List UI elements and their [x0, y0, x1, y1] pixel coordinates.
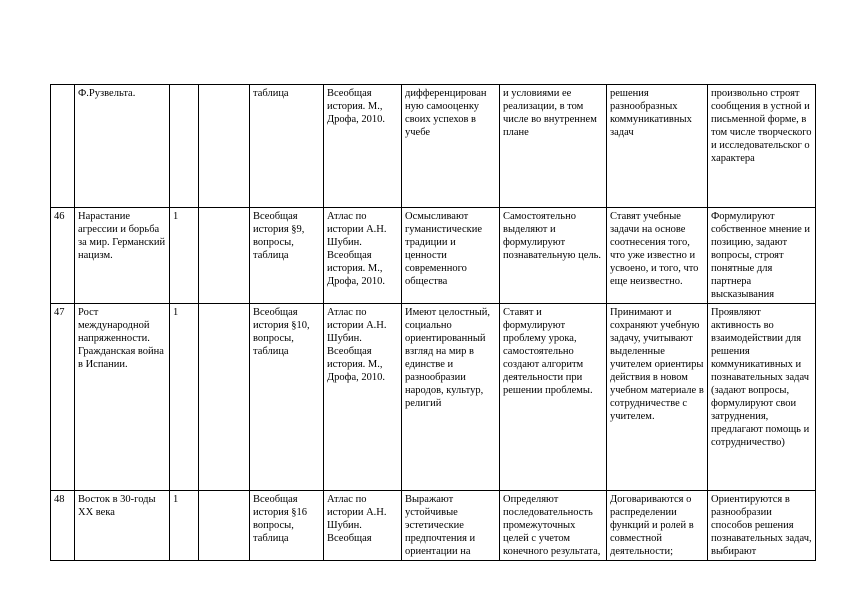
date-cell	[199, 85, 250, 208]
hours-cell	[170, 85, 199, 208]
cognitive-actions-cell: решения разнообразных коммуникативных задач	[607, 85, 708, 208]
cognitive-actions-cell: Принимают и сохраняют учебную задачу, учитывают выделенные учителем ориентиры действия в новом учебном материале в сотрудничестве с учителем.	[607, 304, 708, 491]
hours-cell: 1	[170, 304, 199, 491]
lesson-topic-cell: Восток в 30-годы XX века	[75, 491, 170, 561]
resources-cell: Атлас по истории А.Н. Шубин. Всеобщая история. М., Дрофа, 2010.	[324, 304, 402, 491]
resources-cell: Всеобщая история. М., Дрофа, 2010.	[324, 85, 402, 208]
lesson-topic-cell: Нарастание агрессии и борьба за мир. Германский нацизм.	[75, 208, 170, 304]
regulatory-actions-cell: и условиями ее реализации, в том числе во внутреннем плане	[500, 85, 607, 208]
lesson-topic-cell: Рост международной напряженности. Гражданская война в Испании.	[75, 304, 170, 491]
cognitive-actions-cell: Договариваются о распределении функций и ролей в совместной деятельности;	[607, 491, 708, 561]
cognitive-actions-cell: Ставят учебные задачи на основе соотнесения того, что уже известно и усвоено, и того, что еще неизвестно.	[607, 208, 708, 304]
date-cell	[199, 208, 250, 304]
date-cell	[199, 304, 250, 491]
table-row	[51, 491, 816, 561]
hours-cell: 1	[170, 208, 199, 304]
textbook-cell: Всеобщая история §16 вопросы, таблица	[250, 491, 324, 561]
lesson-number-cell	[51, 85, 75, 208]
lesson-number-cell: 46	[51, 208, 75, 304]
table-row	[51, 208, 816, 304]
personal-results-cell: дифференцирован ную самооценку своих успехов в учебе	[402, 85, 500, 208]
personal-results-cell: Осмысливают гуманистические традиции и ценности современного общества	[402, 208, 500, 304]
communicative-actions-cell: Формулируют собственное мнение и позицию, задают вопросы, строят понятные для партнера высказывания	[708, 208, 816, 304]
textbook-cell: Всеобщая история §9, вопросы, таблица	[250, 208, 324, 304]
hours-cell: 1	[170, 491, 199, 561]
table-row	[51, 304, 816, 491]
date-cell	[199, 491, 250, 561]
lesson-number-cell: 48	[51, 491, 75, 561]
table-row	[51, 85, 816, 208]
textbook-cell: Всеобщая история §10, вопросы, таблица	[250, 304, 324, 491]
resources-cell: Атлас по истории А.Н. Шубин. Всеобщая история. М., Дрофа, 2010.	[324, 208, 402, 304]
communicative-actions-cell: Ориентируются в разнообразии способов решения познавательных задач, выбирают	[708, 491, 816, 561]
regulatory-actions-cell: Ставят и формулируют проблему урока, самостоятельно создают алгоритм деятельности при решении проблемы.	[500, 304, 607, 491]
personal-results-cell: Имеют целостный, социально ориентированный взгляд на мир в единстве и разнообразии народов, культур, религий	[402, 304, 500, 491]
lesson-plan-table	[50, 84, 816, 561]
personal-results-cell: Выражают устойчивые эстетические предпочтения и ориентации на	[402, 491, 500, 561]
regulatory-actions-cell: Самостоятельно выделяют и формулируют познавательную цель.	[500, 208, 607, 304]
lesson-number-cell: 47	[51, 304, 75, 491]
resources-cell: Атлас по истории А.Н. Шубин. Всеобщая	[324, 491, 402, 561]
textbook-cell: таблица	[250, 85, 324, 208]
communicative-actions-cell: Проявляют активность во взаимодействии для решения коммуникативных и познавательных задач (задают вопросы, формулируют свои затруднения, предлагают помощь и сотрудничество)	[708, 304, 816, 491]
communicative-actions-cell: произвольно строят сообщения в устной и письменной форме, в том числе творческого и исследовательског о характера	[708, 85, 816, 208]
lesson-topic-cell: Ф.Рузвельта.	[75, 85, 170, 208]
regulatory-actions-cell: Определяют последовательность промежуточных целей с учетом конечного результата,	[500, 491, 607, 561]
